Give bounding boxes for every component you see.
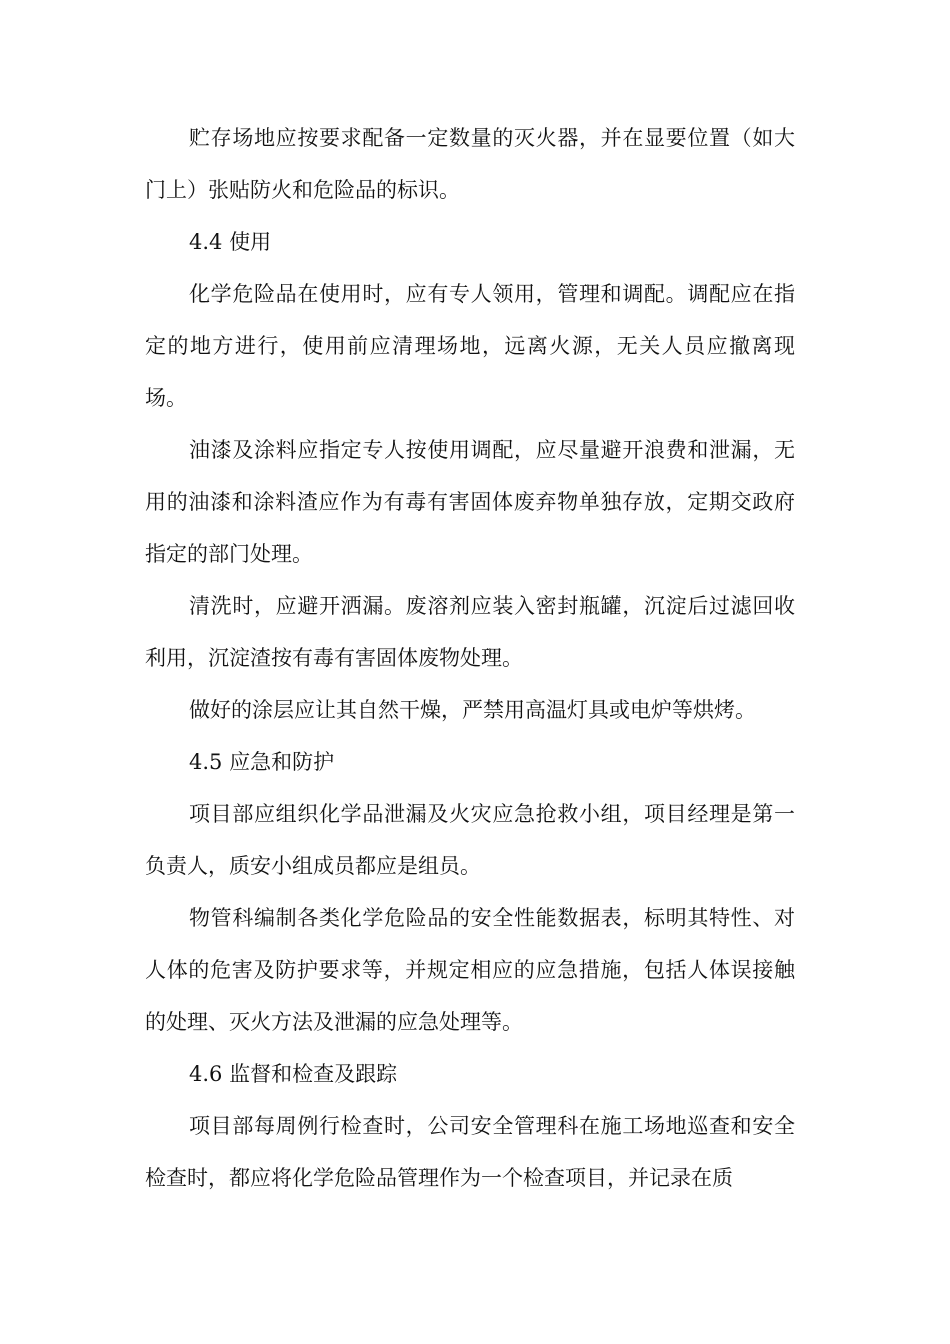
paragraph-usage-management: 化学危险品在使用时，应有专人领用，管理和调配。调配应在指定的地方进行，使用前应清理场地，远离火源，无关人员应撤离现场。 — [145, 282, 795, 410]
section-heading-4-5: 4.5 应急和防护 — [189, 750, 335, 774]
paragraph-coating-drying: 做好的涂层应让其自然干燥，严禁用高温灯具或电炉等烘烤。 — [189, 698, 756, 722]
paragraph-storage-extinguishers: 贮存场地应按要求配备一定数量的灭火器，并在显要位置（如大门上）张贴防火和危险品的标识。 — [145, 126, 795, 202]
paragraph-cleaning-solvents: 清洗时，应避开洒漏。废溶剂应装入密封瓶罐，沉淀后过滤回收利用，沉淀渣按有毒有害固体废物处理。 — [145, 594, 795, 670]
paragraph-paint-coatings: 油漆及涂料应指定专人按使用调配，应尽量避开浪费和泄漏，无用的油漆和涂料渣应作为有毒有害固体废弃物单独存放，定期交政府指定的部门处理。 — [145, 438, 795, 566]
section-heading-4-6: 4.6 监督和检查及跟踪 — [189, 1062, 398, 1086]
paragraph-inspection: 项目部每周例行检查时，公司安全管理科在施工场地巡查和安全检查时，都应将化学危险品管理作为一个检查项目，并记录在质 — [145, 1114, 795, 1190]
document-body — [145, 112, 795, 1204]
paragraph-safety-datasheet: 物管科编制各类化学危险品的安全性能数据表，标明其特性、对人体的危害及防护要求等，并规定相应的应急措施，包括人体误接触的处理、灭火方法及泄漏的应急处理等。 — [145, 906, 795, 1034]
section-heading-4-4: 4.4 使用 — [189, 230, 272, 254]
paragraph-emergency-team: 项目部应组织化学品泄漏及火灾应急抢救小组，项目经理是第一负责人，质安小组成员都应是组员。 — [145, 802, 795, 878]
